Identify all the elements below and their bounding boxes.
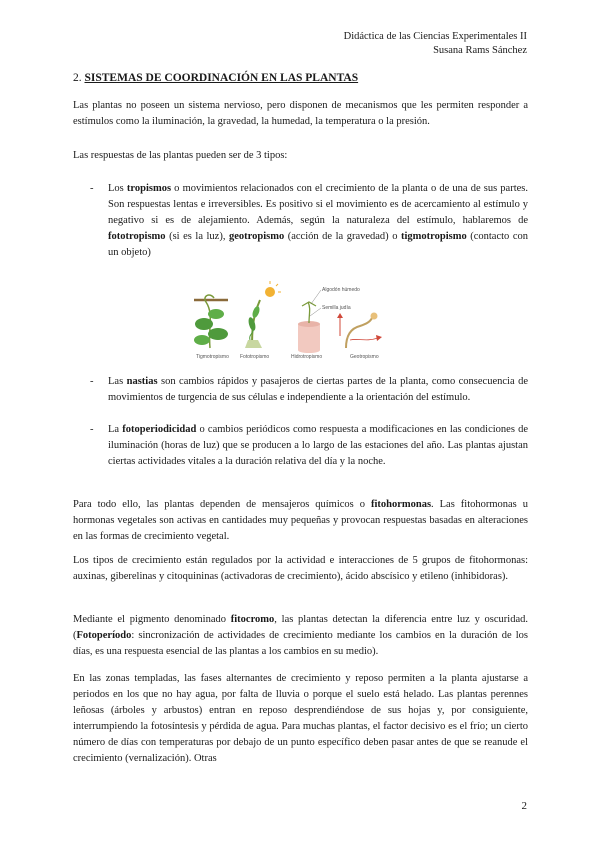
- text-run: son cambios rápidos y pasajeros de ciertas partes de la planta, como consecuencia de movimientos de turgencia de sus células e independiente a la orientación del estímulo.: [108, 376, 528, 403]
- bullet-dash: -: [90, 183, 94, 194]
- keyword-nastias: nastias: [126, 376, 158, 387]
- keyword-geotropismo: geotropismo: [228, 231, 285, 242]
- keyword-fotoperiodo: Fotoperíodo: [76, 630, 132, 641]
- section-heading: [73, 72, 358, 84]
- types-intro-paragraph: Las respuestas de las plantas pueden ser de 3 tipos:: [73, 150, 288, 161]
- text-run: Para todo ello, las plantas dependen de mensajeros químicos o: [73, 499, 371, 510]
- intro-paragraph: Las plantas no poseen un sistema nervioso, pero disponen de mecanismos que les permiten responder a estímulos como la iluminación, la gravedad, la humedad, la temperatura o la presión.: [73, 100, 528, 127]
- growth-types-paragraph: Los tipos de crecimiento están regulados por la actividad e interacciones de 5 grupos de fitohormonas: auxinas, giberelinas y citoquininas (activadoras de crecimiento), ácido abscísico y etileno (inhibidoras).: [73, 555, 528, 582]
- text-run: Mediante el pigmento denominado: [73, 614, 231, 625]
- keyword-fitocromo: fitocromo: [230, 614, 275, 625]
- text-run: , las plantas detectan la diferencia entre luz y oscuridad. (: [73, 614, 528, 641]
- bullet-dash: -: [90, 376, 94, 387]
- caption-geotropismo: Geotropismo: [350, 354, 379, 360]
- bullet-dash: -: [90, 424, 94, 435]
- bullet-fotoperiodicidad: [90, 422, 528, 470]
- geotropism-drawing: [337, 313, 382, 349]
- phototropism-drawing: [245, 281, 281, 348]
- keyword-tigmotropismo: tigmotropismo: [400, 231, 467, 242]
- tigmotropism-drawing: [194, 295, 228, 348]
- phytochrome-paragraph: [73, 612, 528, 660]
- header-author: Susana Rams Sánchez: [433, 45, 527, 56]
- bullet-text: [108, 374, 528, 406]
- text-run: (si es la luz),: [165, 231, 229, 242]
- keyword-fotoperiodicidad: fotoperiodicidad: [122, 424, 197, 435]
- text-run: . Las fitohormonas u hormonas vegetales son activas en cantidades muy pequeñas y provocan respuestas basadas en alteraciones en las formas de crecimiento vegetal.: [73, 499, 528, 542]
- text-run: La: [108, 424, 123, 435]
- keyword-tropismos: tropismos: [126, 183, 172, 194]
- temperate-zones-paragraph: En las zonas templadas, las fases alternantes de crecimiento y reposo permiten a la planta ajustarse a periodos en los que no hay agua, por falta de lluvia o porque el suelo está helado. Las plantas perennes leñosas (árboles y arbustos) entran en reposo desprendiéndose de sus hojas y, por consiguiente, interrumpiendo la fotosíntesis y pérdida de agua. Para muchas plantas, el factor decisivo es el frío; un cierto número de días con temperaturas por debajo de un punto específico deben pasar antes de que se reanude el crecimiento (vernalización). Otras: [73, 673, 528, 764]
- caption-hidrotropismo: Hidrotropismo: [291, 354, 323, 360]
- label-seed: Semilla judía: [322, 305, 351, 311]
- tropism-illustration: [190, 278, 420, 360]
- tropism-figure: [190, 278, 420, 360]
- text-run: (acción de la gravedad) o: [284, 231, 401, 242]
- page-header: [344, 30, 527, 58]
- text-run: o movimientos relacionados con el crecimiento de la planta o de una de sus partes. Son respuestas lentas e irreversibles. Es positivo si el movimiento es de acercamiento al estímulo y negativo si es de alejamiento. Además, según la naturaleza del estímulo, hablaremos de: [108, 183, 528, 226]
- bullet-tropismos: [90, 181, 528, 261]
- caption-fototropismo: Fototropismo: [240, 354, 270, 360]
- bullet-text: [108, 181, 528, 261]
- keyword-fitohormonas: fitohormonas: [370, 499, 432, 510]
- hydrotropism-drawing: [298, 287, 360, 353]
- text-run: Las: [108, 376, 127, 387]
- section-title: SISTEMAS DE COORDINACIÓN EN LAS PLANTAS: [84, 72, 359, 84]
- keyword-fototropismo: fototropismo: [108, 231, 166, 242]
- bullet-text: [108, 422, 528, 470]
- page-number: 2: [521, 800, 527, 812]
- text-run: : sincronización de actividades de crecimiento mediante los cambios en la duración de los días, es una respuesta esencial de las plantas a los cambios en su medio).: [73, 630, 528, 657]
- caption-tigmotropismo: Tigmotropismo: [196, 354, 229, 360]
- label-cotton: Algodón húmedo: [322, 287, 360, 293]
- header-course: Didáctica de las Ciencias Experimentales II: [343, 31, 527, 42]
- phytohormones-paragraph: [73, 497, 528, 545]
- bullet-nastias: [90, 374, 528, 406]
- text-run: (contacto con un objeto): [108, 231, 528, 258]
- section-number: 2.: [73, 72, 82, 84]
- text-run: Los: [108, 183, 127, 194]
- text-run: o cambios periódicos como respuesta a modificaciones en las condiciones de iluminación (horas de luz) que se producen a lo largo de las estaciones del año. Las plantas ajustan ciertas actividades vitales a la duración relativa del día y la noche.: [108, 424, 528, 467]
